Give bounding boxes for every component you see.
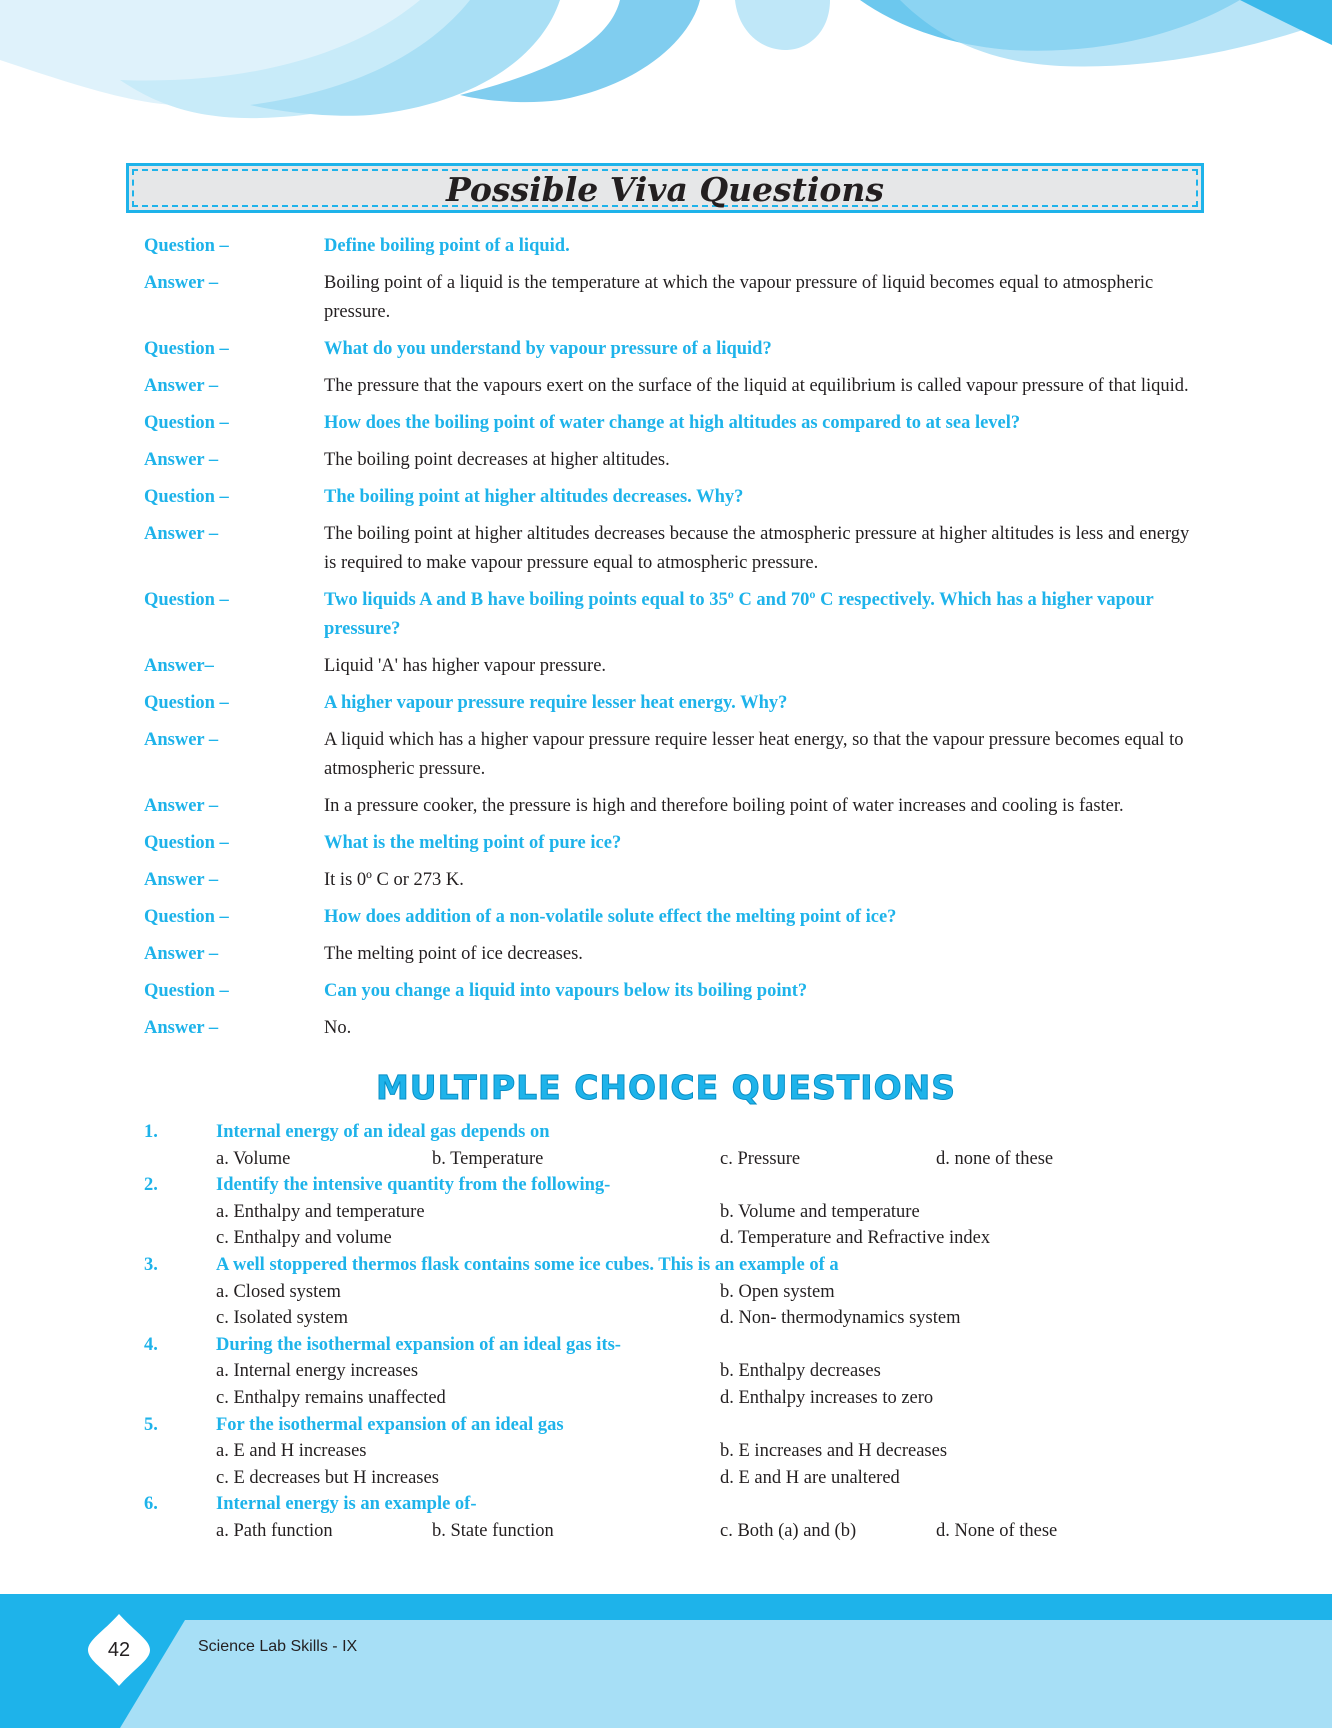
answer-text: In a pressure cooker, the pressure is high and therefore boiling point of water increases and cooling is faster. [324, 796, 1124, 816]
question-text: Define boiling point of a liquid. [324, 236, 570, 256]
page-title: Possible Viva Questions [445, 170, 884, 209]
answer-text: A liquid which has a higher vapour pressure require lesser heat energy, so that the vapour pressure becomes equal to atmospheric pressure. [324, 730, 1184, 779]
book-title: Science Lab Skills - IX [198, 1638, 358, 1655]
mcq-question-text: Identify the intensive quantity from the following- [216, 1175, 611, 1196]
mcq-option: b. Temperature [432, 1148, 544, 1169]
answer-label: Answer – [144, 376, 219, 396]
mcq-question [144, 1412, 1194, 1439]
mcq-options-row [144, 1146, 1194, 1173]
question-row [144, 689, 1194, 718]
question-text: How does the boiling point of water change at high altitudes as compared to at sea level? [324, 413, 1021, 433]
mcq-options-row [144, 1199, 1194, 1226]
answer-text: Liquid 'A' has higher vapour pressure. [324, 656, 607, 676]
mcq-options-row [144, 1279, 1194, 1306]
mcq-number: 1. [144, 1122, 158, 1142]
answer-text: The melting point of ice decreases. [324, 944, 583, 964]
mcq-question-text: A well stoppered thermos flask contains some ice cubes. This is an example of a [216, 1254, 839, 1275]
answer-label: Answer – [144, 450, 219, 470]
question-text: What is the melting point of pure ice? [324, 833, 622, 853]
answer-row [144, 520, 1194, 578]
question-row [144, 903, 1194, 932]
mcq-option: c. Both (a) and (b) [720, 1520, 857, 1541]
answer-label: Answer – [144, 944, 219, 964]
answer-text: Boiling point of a liquid is the temperature at which the vapour pressure of liquid becomes equal to atmospheric pressure. [324, 273, 1154, 322]
question-label: Question – [144, 413, 229, 433]
top-wave-decoration [0, 0, 1332, 130]
mcq-number: 6. [144, 1494, 158, 1515]
question-label: Question – [144, 981, 229, 1001]
question-text: Two liquids A and B have boiling points equal to 35º C and 70º C respectively. Which has a higher vapour pressure? [324, 590, 1154, 639]
answer-label: Answer– [144, 656, 214, 676]
mcq-option: b. Volume and temperature [720, 1201, 920, 1222]
mcq-number: 3. [144, 1254, 158, 1275]
viva-title-box [126, 163, 1204, 213]
question-text: What do you understand by vapour pressure of a liquid? [324, 339, 772, 359]
mcq-options-row [144, 1385, 1194, 1412]
question-label: Question – [144, 907, 229, 927]
mcq-option: b. E increases and H decreases [720, 1441, 948, 1462]
answer-row [144, 372, 1194, 401]
mcq-option: b. Open system [720, 1281, 835, 1302]
question-row [144, 977, 1194, 1006]
answer-label: Answer – [144, 524, 219, 544]
answer-row [144, 652, 1194, 681]
mcq-question [144, 1491, 1194, 1518]
mcq-option: d. E and H are unaltered [720, 1467, 900, 1488]
answer-text: The boiling point decreases at higher altitudes. [324, 450, 670, 470]
answer-row [144, 940, 1194, 969]
answer-text: No. [324, 1018, 352, 1038]
answer-label: Answer – [144, 870, 219, 890]
mcq-options-row [144, 1358, 1194, 1385]
footer-band [0, 1594, 1332, 1728]
mcq-option: d. Enthalpy increases to zero [720, 1387, 934, 1408]
question-row [144, 586, 1194, 644]
answer-label: Answer – [144, 730, 219, 750]
mcq-question-text: Internal energy is an example of- [216, 1494, 477, 1515]
question-row [144, 335, 1194, 364]
question-text: A higher vapour pressure require lesser heat energy. Why? [324, 693, 788, 713]
mcq-option: a. Internal energy increases [216, 1361, 419, 1382]
question-row [144, 232, 1194, 261]
answer-row [144, 1014, 1194, 1043]
mcq-option: c. E decreases but H increases [216, 1467, 439, 1488]
mcq-question [144, 1252, 1194, 1279]
mcq-option: a. E and H increases [216, 1441, 367, 1462]
answer-row [144, 792, 1194, 821]
mcq-list [144, 1119, 1194, 1545]
answer-text: It is 0º C or 273 K. [324, 870, 464, 890]
mcq-number: 2. [144, 1175, 158, 1196]
question-label: Question – [144, 590, 229, 610]
question-label: Question – [144, 236, 229, 256]
answer-row [144, 726, 1194, 784]
mcq-option: a. Volume [216, 1148, 291, 1169]
mcq-option: d. Temperature and Refractive index [720, 1228, 991, 1249]
mcq-number: 4. [144, 1334, 158, 1355]
answer-text: The boiling point at higher altitudes decreases because the atmospheric pressure at higher altitudes is less and energy is required to make vapour pressure equal to atmospheric pressure. [324, 524, 1190, 573]
answer-label: Answer – [144, 1018, 219, 1038]
mcq-option: d. Non- thermodynamics system [720, 1308, 961, 1329]
mcq-options-row [144, 1518, 1194, 1545]
viva-qa-list [144, 232, 1194, 1051]
mcq-number: 5. [144, 1414, 158, 1435]
page-number: 42 [107, 1639, 131, 1661]
mcq-question [144, 1119, 1194, 1146]
mcq-options-row [144, 1465, 1194, 1492]
mcq-question [144, 1172, 1194, 1199]
mcq-option: a. Path function [216, 1520, 333, 1541]
answer-label: Answer – [144, 796, 219, 816]
question-text: Can you change a liquid into vapours below its boiling point? [324, 981, 808, 1001]
mcq-option: c. Enthalpy remains unaffected [216, 1387, 446, 1408]
mcq-question [144, 1332, 1194, 1359]
question-label: Question – [144, 487, 229, 507]
mcq-title: MULTIPLE CHOICE QUESTIONS [375, 1068, 957, 1107]
mcq-option: d. None of these [936, 1520, 1058, 1541]
mcq-option: c. Enthalpy and volume [216, 1228, 392, 1249]
question-label: Question – [144, 833, 229, 853]
question-text: The boiling point at higher altitudes decreases. Why? [324, 487, 744, 507]
question-text: How does addition of a non-volatile solute effect the melting point of ice? [324, 907, 897, 927]
answer-text: The pressure that the vapours exert on the surface of the liquid at equilibrium is called vapour pressure of that liquid. [324, 376, 1189, 396]
mcq-option: c. Pressure [720, 1148, 801, 1169]
question-label: Question – [144, 339, 229, 359]
mcq-option: a. Enthalpy and temperature [216, 1201, 425, 1222]
mcq-question-text: For the isothermal expansion of an ideal gas [216, 1414, 564, 1435]
mcq-options-row [144, 1225, 1194, 1252]
mcq-options-row [144, 1438, 1194, 1465]
mcq-options-row [144, 1305, 1194, 1332]
question-row [144, 829, 1194, 858]
mcq-option: c. Isolated system [216, 1308, 349, 1329]
question-row [144, 409, 1194, 438]
answer-row [144, 446, 1194, 475]
answer-row [144, 866, 1194, 895]
question-row [144, 483, 1194, 512]
mcq-option: b. Enthalpy decreases [720, 1361, 881, 1382]
mcq-option: d. none of these [936, 1148, 1054, 1169]
answer-label: Answer – [144, 273, 219, 293]
answer-row [144, 269, 1194, 327]
mcq-option: a. Closed system [216, 1281, 341, 1302]
mcq-question-text: During the isothermal expansion of an ideal gas its- [216, 1334, 621, 1355]
question-label: Question – [144, 693, 229, 713]
mcq-option: b. State function [432, 1520, 554, 1541]
mcq-question-text: Internal energy of an ideal gas depends on [216, 1122, 550, 1142]
